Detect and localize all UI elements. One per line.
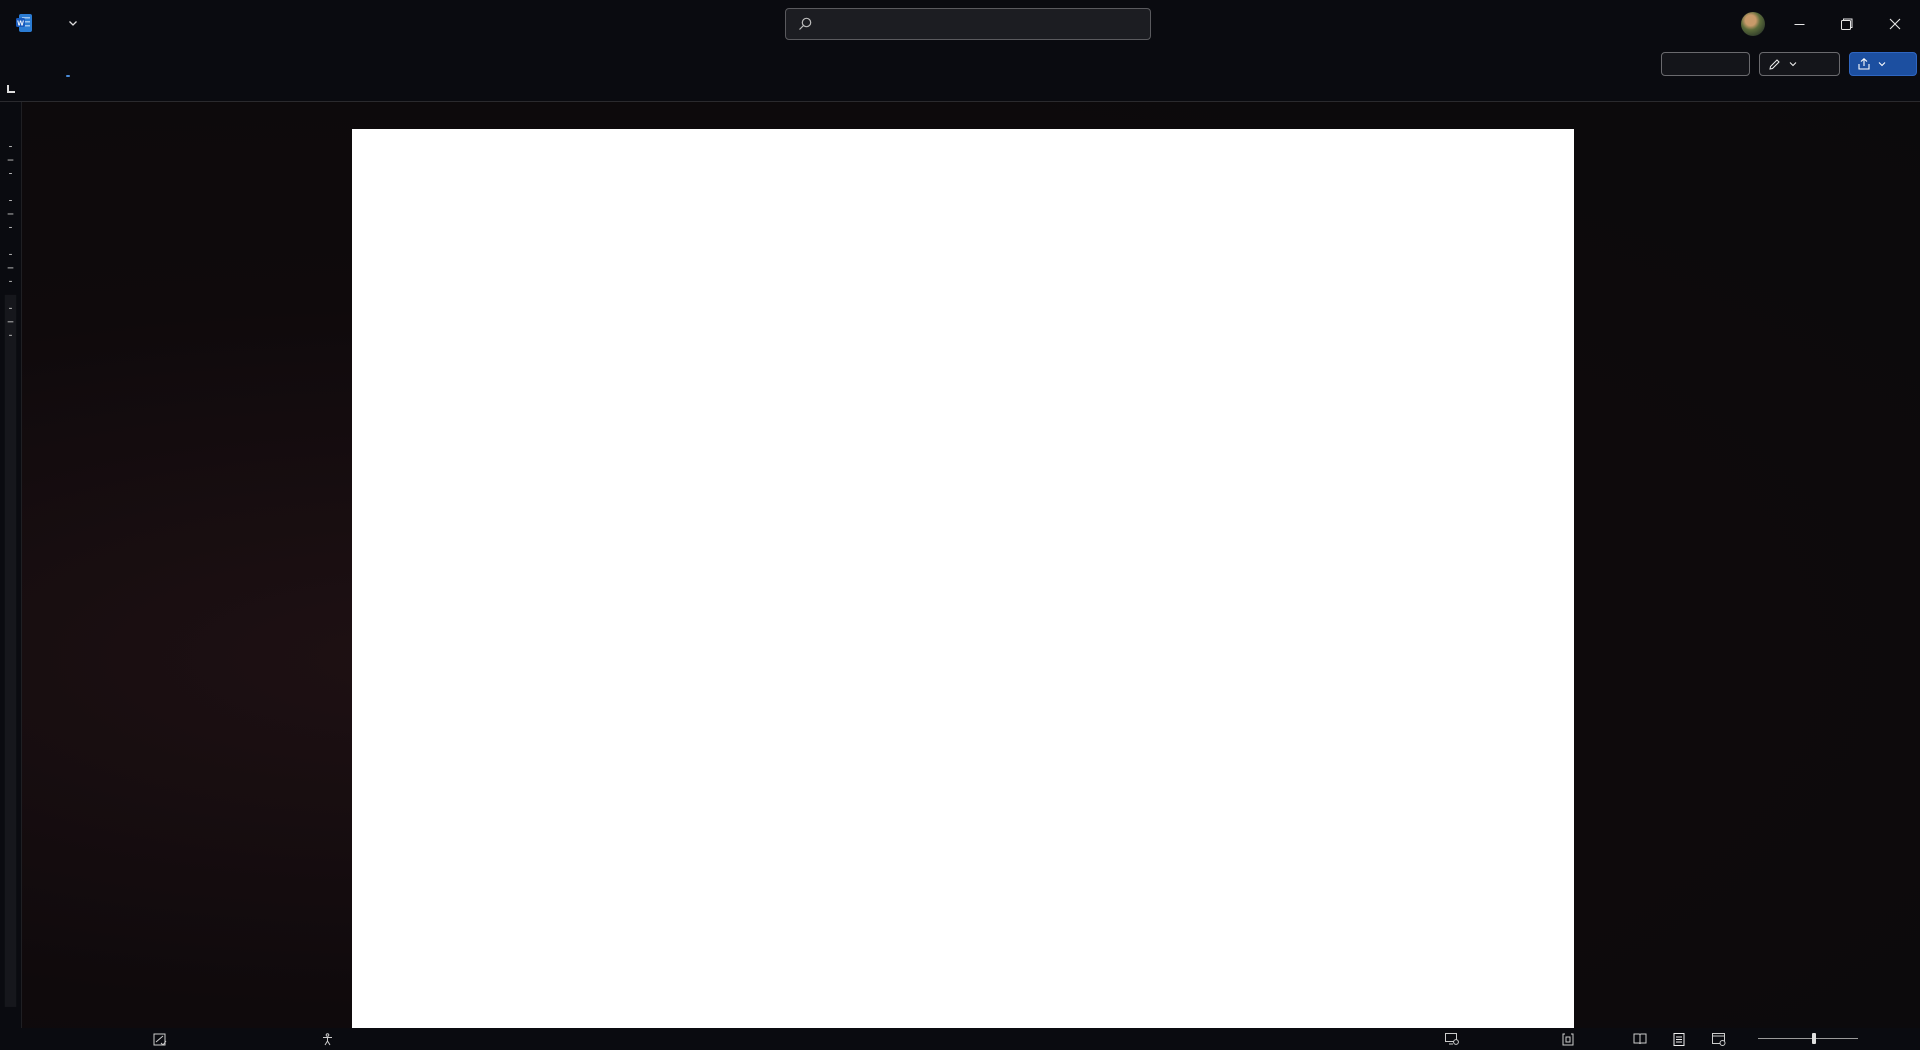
tab-home[interactable] <box>66 48 70 80</box>
ribbon-tab-bar <box>0 48 1920 80</box>
web-layout-icon <box>1712 1033 1726 1046</box>
focus-button[interactable] <box>1562 1028 1579 1050</box>
accessibility-icon <box>321 1033 334 1046</box>
print-layout-icon <box>1673 1033 1685 1046</box>
restore-icon <box>1841 18 1853 30</box>
chevron-down-icon <box>68 18 78 31</box>
document-page[interactable] <box>352 129 1574 1028</box>
focus-icon <box>1562 1033 1574 1046</box>
tab-mailings[interactable] <box>429 48 433 80</box>
tab-draw[interactable] <box>176 48 180 80</box>
title-bar <box>0 0 1920 48</box>
document-title[interactable] <box>56 0 78 48</box>
tab-stop-selector[interactable] <box>7 85 15 93</box>
minimize-button[interactable] <box>1775 0 1823 48</box>
web-layout-button[interactable] <box>1712 1028 1726 1050</box>
display-settings-button[interactable] <box>1445 1028 1464 1050</box>
search-input[interactable] <box>822 17 1122 32</box>
status-bar <box>0 1028 1920 1050</box>
vertical-ruler[interactable] <box>0 102 22 1028</box>
tab-insert[interactable] <box>122 48 126 80</box>
zoom-slider-track[interactable] <box>1758 1038 1858 1039</box>
horizontal-ruler-bar <box>0 80 1920 102</box>
read-mode-icon <box>1633 1033 1647 1045</box>
proofing-status[interactable] <box>153 1028 167 1050</box>
restore-button[interactable] <box>1823 0 1871 48</box>
proofing-icon <box>153 1033 167 1046</box>
comments-button[interactable] <box>1661 52 1750 76</box>
print-layout-button[interactable] <box>1673 1028 1685 1050</box>
accessibility-status[interactable] <box>321 1028 339 1050</box>
minimize-icon <box>1794 19 1805 30</box>
horizontal-ruler[interactable] <box>348 83 1570 99</box>
tab-help[interactable] <box>606 48 610 80</box>
share-button[interactable] <box>1849 52 1917 76</box>
document-canvas[interactable] <box>22 103 1920 1028</box>
word-icon <box>16 14 32 32</box>
tab-file[interactable] <box>20 48 24 80</box>
tab-view[interactable] <box>560 48 564 80</box>
share-icon <box>1858 58 1870 70</box>
tab-review[interactable] <box>499 48 503 80</box>
tab-design[interactable] <box>225 48 229 80</box>
avatar[interactable] <box>1741 12 1765 36</box>
ruler-text-area <box>5 295 16 1007</box>
display-settings-icon <box>1445 1033 1459 1045</box>
close-icon <box>1889 18 1901 30</box>
svg-text:W: W <box>17 20 24 28</box>
chevron-down-icon <box>1789 60 1797 68</box>
tab-layout[interactable] <box>286 48 290 80</box>
editing-mode-button[interactable] <box>1759 52 1840 76</box>
read-mode-button[interactable] <box>1633 1028 1647 1050</box>
zoom-slider-thumb[interactable] <box>1812 1033 1816 1044</box>
pencil-icon <box>1768 58 1781 71</box>
search-icon <box>798 17 812 31</box>
chevron-down-icon <box>1878 60 1886 68</box>
search-box[interactable] <box>785 8 1151 40</box>
close-button[interactable] <box>1871 0 1919 48</box>
tab-references[interactable] <box>345 48 349 80</box>
